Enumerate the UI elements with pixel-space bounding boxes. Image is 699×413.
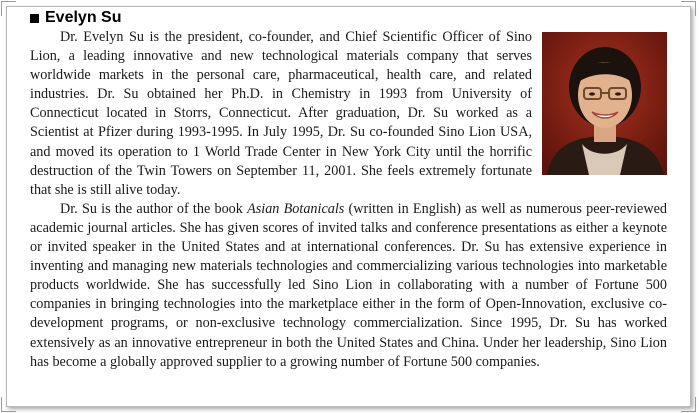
portrait-illustration xyxy=(542,32,667,175)
frame-corner xyxy=(1,1,16,16)
bio-paragraph-1: Dr. Evelyn Su is the president, co-founder, and Chief Scientific Officer of Sino Lion, a leading innovative and new technological materials company that serves worldwide markets in the personal care, pharmaceutical, health care, and related industries. Dr. Su obtained her Ph.D. in Chemistry in 1993 from University of Connecticut located in Storrs, Connecticut. After graduation, Dr. Su worked as a Scientist at Pfizer during 1993-1995. In July 1995, Dr. Su co-founded Sino Lion USA, and moved its operation to 1 World Trade Center in New York City until the horrific destruction of the Twin Towers on September 11, 2001. She feels extremely fortunate that she is still alive today. xyxy=(30,29,532,198)
bio-paragraph-2 xyxy=(30,200,667,372)
frame-corner xyxy=(1,397,16,412)
frame-corner xyxy=(681,1,696,16)
bio-content xyxy=(30,8,667,372)
paragraph2-rest: (written in English) as well as numerous peer-reviewed academic journal articles. She has given scores of invited talks and conference presentations as either a keynote or invited speaker in the United States and at international conferences. Dr. Su has extensive experience in inventing and managing new materials technologies and commercializing various technologies into marketable products worldwide. She has successfully led Sino Lion in collaborating with a number of Fortune 500 companies in bringing technologies into the marketplace either in the form of Open-Innovation, exclusive co-development programs, or non-exclusive technology commercialization. Since 1995, Dr. Su has worked extensively as an innovative entrepreneur in both the United States and China. Under her leadership, Sino Lion has become a globally approved supplier to a growing number of Fortune 500 companies. xyxy=(30,200,667,370)
person-name: Evelyn Su xyxy=(45,9,122,26)
paragraph2-intro: Dr. Su is the author of the book xyxy=(60,200,248,217)
book-title: Asian Botanicals xyxy=(247,200,345,217)
frame-corner xyxy=(681,397,696,412)
portrait-photo xyxy=(542,32,667,175)
square-bullet-icon xyxy=(30,14,39,23)
bio-heading xyxy=(30,8,667,28)
